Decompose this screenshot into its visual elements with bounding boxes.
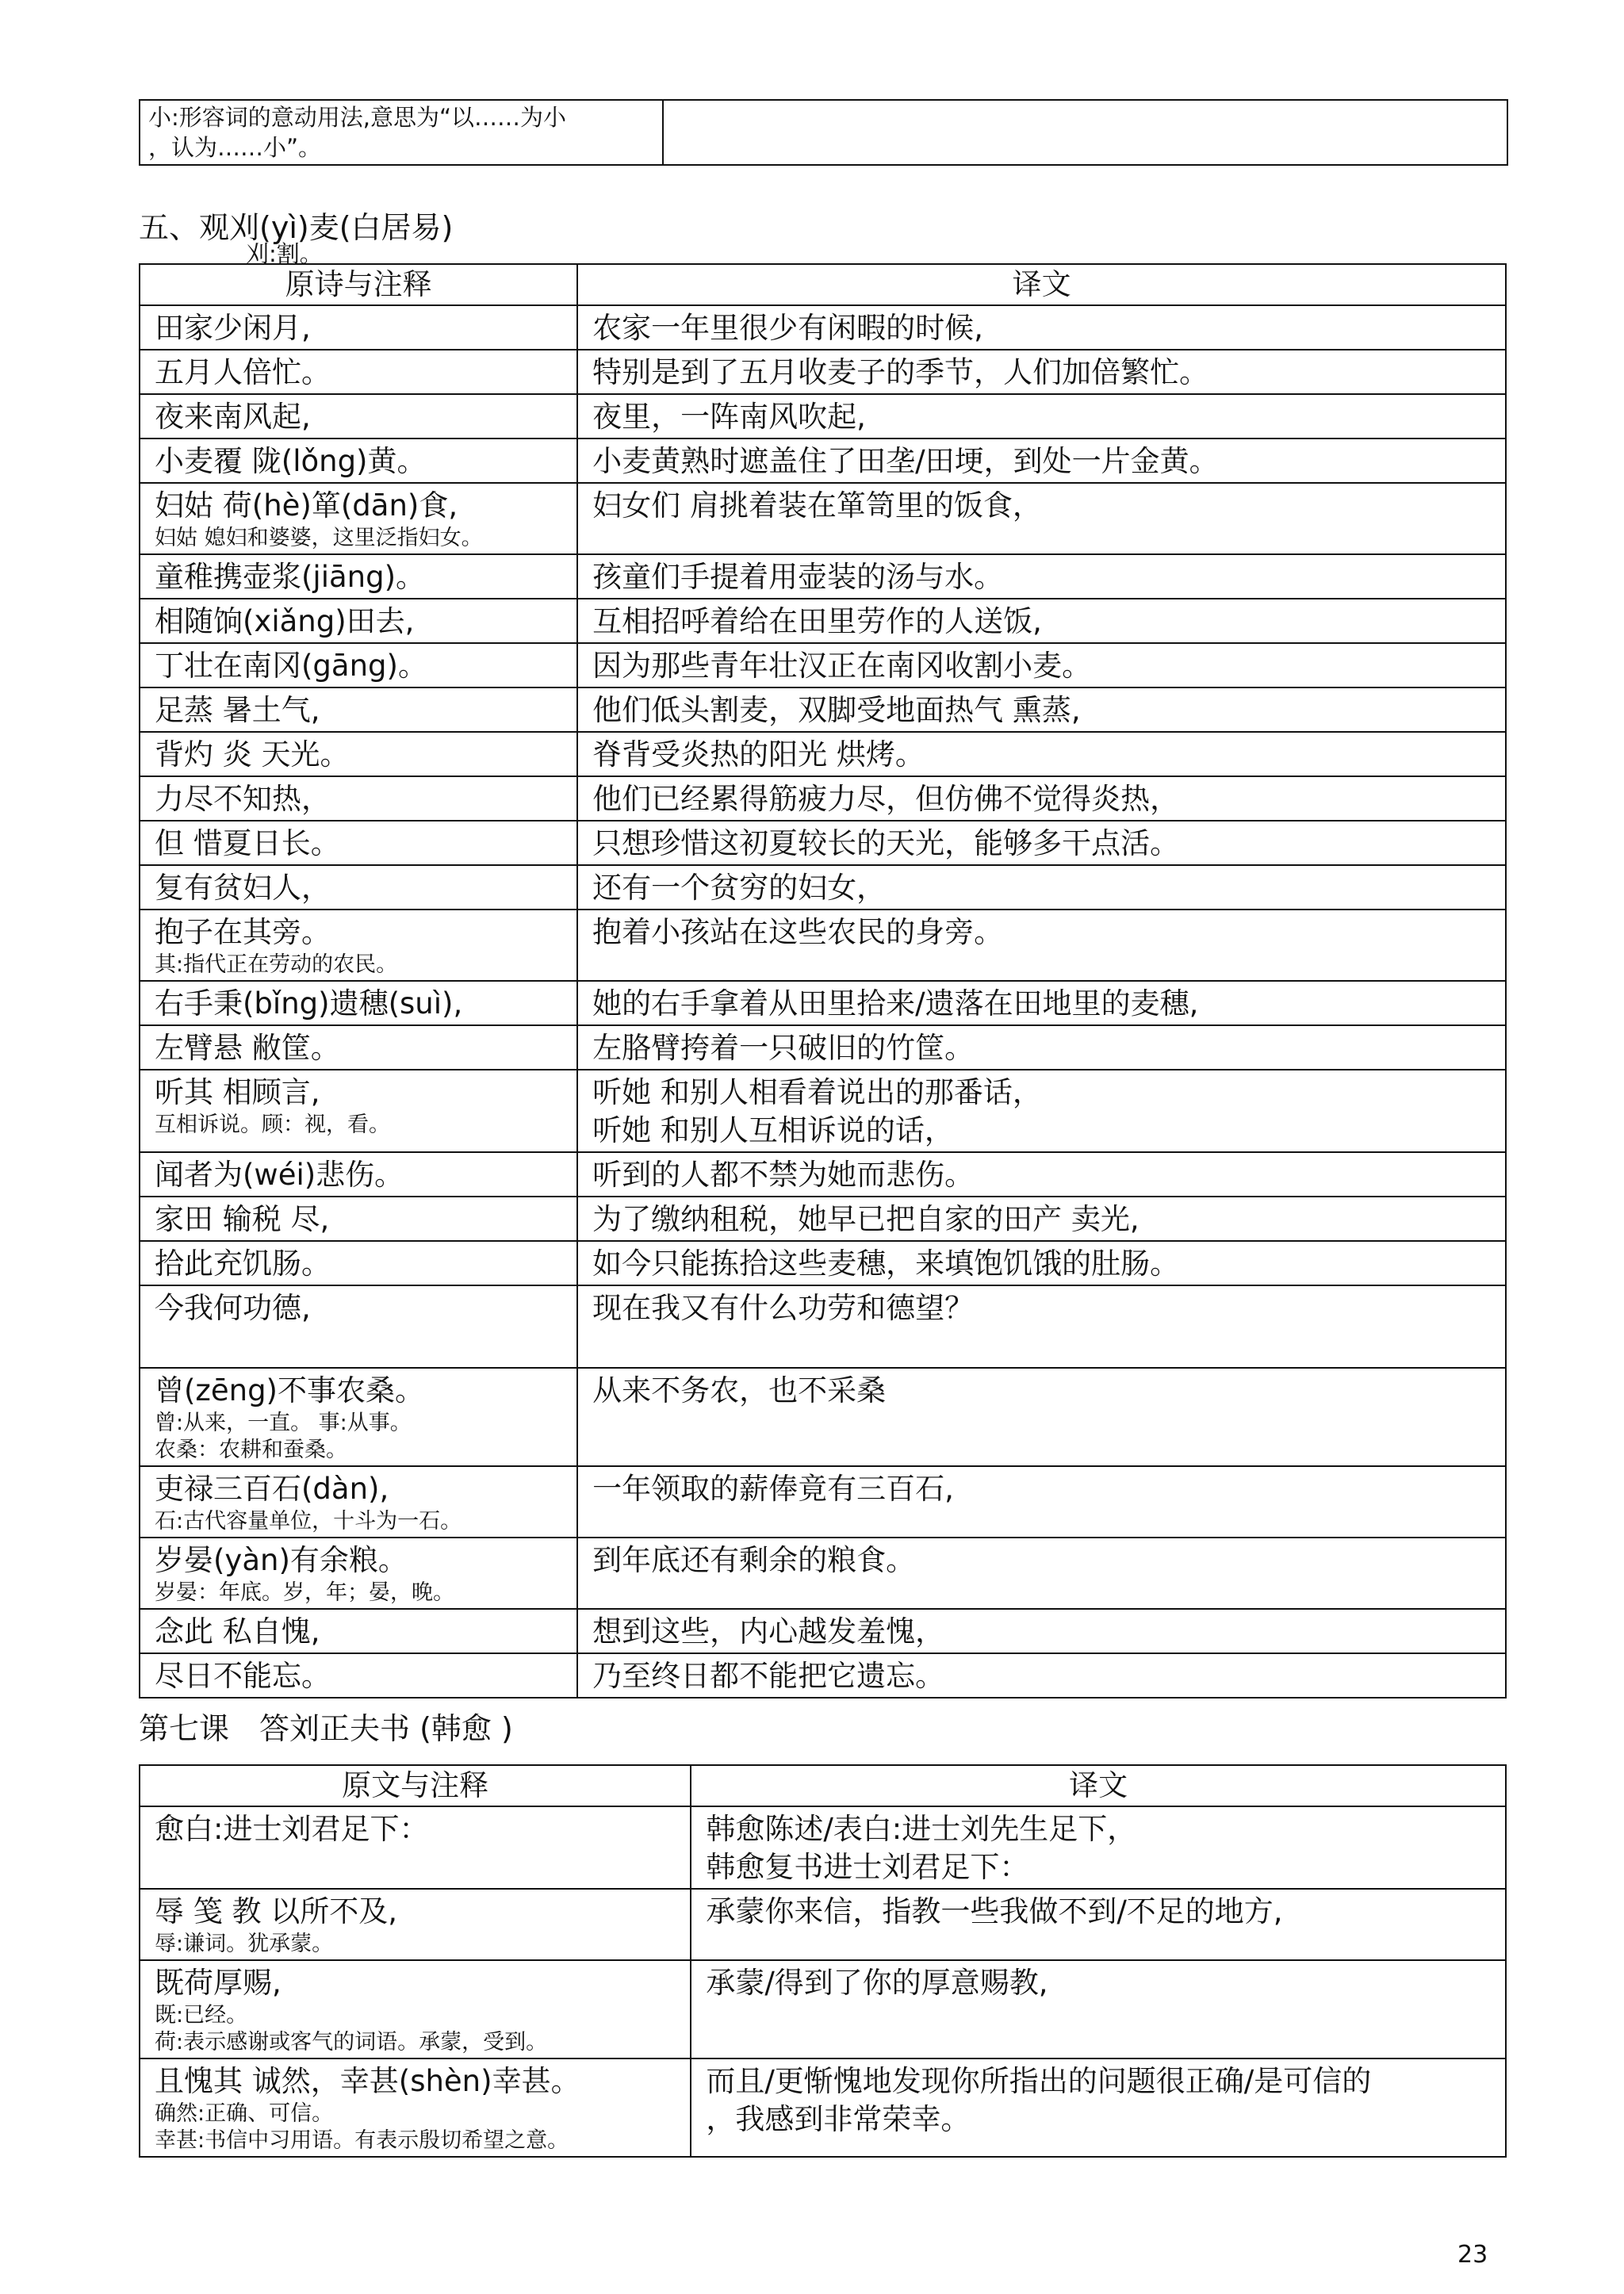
original-text: 家田 输税 尽, [155, 1202, 330, 1236]
translation-cell [691, 1889, 1506, 1960]
translation-text: 到年底还有剩余的粮食。 [592, 1543, 916, 1577]
original-cell [140, 1070, 577, 1152]
translation-cell [577, 732, 1506, 776]
original-text: 相随饷(xiǎng)田去, [155, 604, 415, 638]
translation-cell [577, 599, 1506, 643]
translation-cell [691, 1806, 1506, 1889]
original-cell [140, 1653, 577, 1698]
original-text: 童稚携壶浆(jiāng)。 [155, 560, 426, 594]
original-text: 念此 私自愧, [155, 1614, 320, 1649]
table-header-row [140, 1765, 1506, 1806]
translation-cell [577, 439, 1506, 483]
lesson-title: 第七课 答刘正夫书 (韩愈 ) [139, 1711, 513, 1746]
translation-text: 而且/更惭愧地发现你所指出的问题很正确/是可信的 [706, 2064, 1372, 2098]
annotation-note: 曾:从来，一直。 事:从事。 [155, 1411, 412, 1435]
translation-text: 抱着小孩站在这些农民的身旁。 [592, 915, 1004, 949]
table-row [140, 2058, 1506, 2157]
annotation-note: 妇姑 媳妇和婆婆，这里泛指妇女。 [155, 526, 483, 550]
annotation-note: 荷:表示感谢或客气的词语。承蒙，受到。 [155, 2030, 548, 2055]
table-row [140, 439, 1506, 483]
original-text: 闻者为(wéi)悲伤。 [155, 1158, 404, 1192]
translation-text: 农家一年里很少有闲暇的时候, [592, 311, 983, 345]
original-text: 今我何功德, [155, 1291, 311, 1325]
table-row [140, 821, 1506, 865]
translation-text: 承蒙/得到了你的厚意赐教, [706, 1966, 1048, 2000]
translation-cell [691, 1960, 1506, 2058]
original-cell [140, 1466, 577, 1538]
annotation-note: 互相诉说。顾：视，看。 [155, 1113, 390, 1137]
page-number: 23 [1457, 2241, 1488, 2269]
original-text: 左臂悬 敝筐。 [155, 1031, 340, 1065]
table-row [140, 554, 1506, 599]
lesson-table [139, 1764, 1507, 2158]
original-cell [140, 1889, 691, 1960]
original-cell [140, 554, 577, 599]
original-cell [140, 981, 577, 1025]
original-cell [140, 1960, 691, 2058]
original-text: 右手秉(bǐng)遗穗(suì), [155, 986, 463, 1021]
translation-cell [577, 1538, 1506, 1609]
table-row [140, 1241, 1506, 1285]
original-text: 抱子在其旁。 [155, 915, 331, 949]
translation-text: 韩愈陈述/表白:进士刘先生足下， [706, 1812, 1137, 1846]
original-text: 足蒸 暑土气, [155, 693, 320, 727]
top-left-cell [140, 100, 663, 165]
translation-text: 小麦黄熟时遮盖住了田垄/田埂，到处一片金黄。 [592, 444, 1219, 478]
original-cell [140, 732, 577, 776]
table-row [140, 865, 1506, 910]
translation-cell [577, 350, 1506, 394]
original-text: 田家少闲月, [155, 311, 311, 345]
translation-text: 只想珍惜这初夏较长的天光，能够多干点活。 [592, 826, 1180, 860]
translation-text: 如今只能拣拾这些麦穗，来填饱饥饿的肚肠。 [592, 1247, 1180, 1281]
table-row [140, 1285, 1506, 1368]
annotation-note: 石:古代容量单位，十斗为一石。 [155, 1509, 462, 1534]
original-text: 曾(zēng)不事农桑。 [155, 1373, 424, 1407]
original-text: 五月人倍忙。 [155, 355, 331, 389]
translation-cell [577, 1466, 1506, 1538]
original-cell [140, 439, 577, 483]
original-cell [140, 1538, 577, 1609]
table-row [140, 305, 1506, 350]
original-text: 愈白:进士刘君足下： [155, 1812, 429, 1846]
translation-text: 因为那些青年壮汉正在南冈收割小麦。 [592, 649, 1092, 683]
table-row [140, 1070, 1506, 1152]
translation-cell [577, 865, 1506, 910]
column-header-translation: 译文 [577, 264, 1506, 305]
table-row [140, 1889, 1506, 1960]
original-cell [140, 350, 577, 394]
table-row [140, 776, 1506, 821]
translation-text: 她的右手拿着从田里拾来/遗落在田地里的麦穗, [592, 986, 1199, 1021]
translation-text: 脊背受炎热的阳光 烘烤。 [592, 737, 925, 772]
translation-text: 妇女们 肩挑着装在箪笥里的饭食， [592, 488, 1042, 523]
translation-text: ，我感到非常荣幸。 [706, 2102, 971, 2136]
original-cell [140, 687, 577, 732]
translation-cell [577, 1368, 1506, 1466]
translation-text: 他们低头割麦，双脚受地面热气 熏蒸, [592, 693, 1081, 727]
original-cell [140, 1152, 577, 1197]
column-header-original: 原诗与注释 [140, 264, 577, 305]
original-cell [140, 599, 577, 643]
section-title: 五、观刈(yì)麦(白居易) [139, 210, 454, 245]
translation-cell [577, 483, 1506, 554]
table-row [140, 910, 1506, 981]
translation-cell [577, 776, 1506, 821]
translation-cell [577, 1285, 1506, 1368]
table-row [140, 643, 1506, 687]
original-cell [140, 483, 577, 554]
original-cell [140, 776, 577, 821]
table-row [140, 1960, 1506, 2058]
translation-cell [577, 1241, 1506, 1285]
table-row [140, 483, 1506, 554]
original-cell [140, 1285, 577, 1368]
translation-cell [577, 554, 1506, 599]
table-row [140, 1025, 1506, 1070]
original-cell [140, 1609, 577, 1653]
original-text: 吏禄三百石(dàn), [155, 1472, 389, 1506]
column-header-original: 原文与注释 [140, 1765, 691, 1806]
translation-text: 乃至终日都不能把它遗忘。 [592, 1659, 945, 1693]
original-cell [140, 821, 577, 865]
translation-text: 听到的人都不禁为她而悲伤。 [592, 1158, 975, 1192]
translation-text: 特别是到了五月收麦子的季节，人们加倍繁忙。 [592, 355, 1209, 389]
table-row [140, 1538, 1506, 1609]
original-text: 复有贫妇人， [155, 871, 331, 905]
annotation-note: 农桑：农耕和蚕桑。 [155, 1438, 347, 1462]
top-partial-table [139, 99, 1508, 166]
table-row [140, 394, 1506, 439]
note-line: 小:形容词的意动用法,意思为“以……为小 [148, 104, 567, 131]
translation-cell [577, 1197, 1506, 1241]
original-cell [140, 910, 577, 981]
translation-cell [577, 1609, 1506, 1653]
table-row [140, 1466, 1506, 1538]
translation-cell [577, 1025, 1506, 1070]
translation-text: 现在我又有什么功劳和德望？ [592, 1291, 975, 1325]
original-text: 夜来南风起, [155, 400, 311, 434]
original-text: 丁壮在南冈(gāng)。 [155, 649, 427, 683]
translation-text: 听她 和别人互相诉说的话， [592, 1113, 954, 1147]
table-row [140, 1152, 1506, 1197]
original-cell [140, 394, 577, 439]
annotation-note: 辱:谦词。犹承蒙。 [155, 1932, 334, 1956]
table-row [140, 1197, 1506, 1241]
original-cell [140, 865, 577, 910]
translation-cell [577, 305, 1506, 350]
annotation-note: 既:已经。 [155, 2003, 248, 2028]
table-row [140, 350, 1506, 394]
top-right-cell [663, 100, 1507, 165]
table-row [140, 1609, 1506, 1653]
original-text: 背灼 炎 天光。 [155, 737, 350, 772]
translation-text: 承蒙你来信，指教一些我做不到/不足的地方, [706, 1894, 1283, 1928]
annotation-note: 确然:正确、可信。 [155, 2101, 334, 2126]
original-cell [140, 1806, 691, 1889]
table-row [140, 1653, 1506, 1698]
poem-table [139, 263, 1507, 1698]
original-text: 岁晏(yàn)有余粮。 [155, 1543, 408, 1577]
table-row [140, 732, 1506, 776]
original-cell [140, 1368, 577, 1466]
translation-cell [577, 821, 1506, 865]
table-row [140, 1806, 1506, 1889]
original-cell [140, 1025, 577, 1070]
translation-text: 听她 和别人相看着说出的那番话， [592, 1075, 1042, 1109]
original-cell [140, 1197, 577, 1241]
translation-text: 韩愈复书进士刘君足下： [706, 1850, 1029, 1884]
translation-cell [577, 687, 1506, 732]
translation-text: 从来不务农，也不采桑 [592, 1373, 887, 1407]
table-row [140, 687, 1506, 732]
translation-text: 孩童们手提着用壶装的汤与水。 [592, 560, 1004, 594]
section-note: 刈:割。 [246, 240, 323, 267]
translation-cell [691, 2058, 1506, 2157]
translation-cell [577, 394, 1506, 439]
translation-cell [577, 1653, 1506, 1698]
original-text: 且愧其 诚然，幸甚(shèn)幸甚。 [155, 2064, 580, 2098]
translation-cell [577, 981, 1506, 1025]
translation-text: 一年领取的薪俸竟有三百石, [592, 1472, 954, 1506]
original-text: 既荷厚赐, [155, 1966, 282, 2000]
translation-text: 想到这些，内心越发羞愧， [592, 1614, 945, 1649]
translation-cell [577, 1070, 1506, 1152]
table-header-row [140, 264, 1506, 305]
original-text: 听其 相顾言, [155, 1075, 320, 1109]
original-cell [140, 2058, 691, 2157]
translation-text: 夜里，一阵南风吹起, [592, 400, 866, 434]
original-text: 力尽不知热， [155, 782, 331, 816]
original-text: 尽日不能忘。 [155, 1659, 331, 1693]
annotation-note: 幸甚:书信中习用语。有表示殷切希望之意。 [155, 2128, 569, 2153]
original-text: 妇姑 荷(hè)箪(dān)食, [155, 488, 458, 523]
translation-text: 还有一个贫穷的妇女， [592, 871, 887, 905]
translation-cell [577, 910, 1506, 981]
original-cell [140, 305, 577, 350]
translation-cell [577, 1152, 1506, 1197]
note-line: ，认为……小”。 [148, 134, 322, 161]
original-text: 但 惜夏日长。 [155, 826, 340, 860]
original-text: 小麦覆 陇(lǒng)黄。 [155, 444, 427, 478]
table-row [140, 1368, 1506, 1466]
annotation-note: 其:指代正在劳动的农民。 [155, 952, 398, 977]
original-cell [140, 1241, 577, 1285]
translation-text: 为了缴纳租税，她早已把自家的田产 卖光, [592, 1202, 1139, 1236]
annotation-note: 岁晏：年底。岁，年；晏，晚。 [155, 1580, 454, 1605]
translation-text: 互相招呼着给在田里劳作的人送饭, [592, 604, 1042, 638]
table-row [140, 981, 1506, 1025]
translation-text: 他们已经累得筋疲力尽，但仿佛不觉得炎热， [592, 782, 1180, 816]
original-cell [140, 643, 577, 687]
original-text: 拾此充饥肠。 [155, 1247, 331, 1281]
column-header-translation: 译文 [691, 1765, 1506, 1806]
original-text: 辱 笺 教 以所不及, [155, 1894, 398, 1928]
translation-text: 左胳臂挎着一只破旧的竹筐。 [592, 1031, 975, 1065]
translation-cell [577, 643, 1506, 687]
table-row [140, 100, 1507, 165]
table-row [140, 599, 1506, 643]
